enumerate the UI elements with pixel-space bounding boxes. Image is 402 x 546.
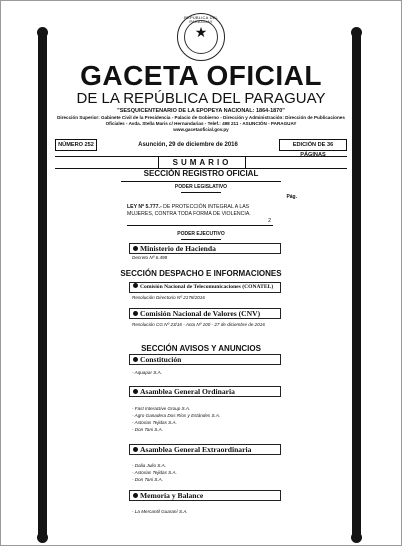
law-entry[interactable] [127, 204, 273, 218]
law-divider [127, 225, 273, 226]
national-seal-icon [177, 13, 225, 61]
list-item: - Aquapar S.A. [132, 370, 162, 375]
entity-label: Memoria y Balance [140, 491, 204, 500]
conatel-resolution: Resolución Directorio Nº 2178/2016 [132, 295, 205, 300]
law-number: LEY Nº 5.777.- [127, 204, 162, 210]
law-description: DE PROTECCIÓN INTEGRAL A LAS MUJERES, CONTRA TODA FORMA DE VIOLENCIA. [127, 204, 251, 217]
entity-memoria-balance[interactable] [129, 490, 281, 501]
entity-label: Comisión Nacional de Valores (CNV) [140, 309, 261, 318]
entity-conatel[interactable] [129, 282, 281, 293]
poder-ejecutivo-heading: PODER EJECUTIVO [177, 231, 225, 237]
summary-label: SUMARIO [158, 156, 246, 169]
section-despacho-title: SECCIÓN DESPACHO E INFORMACIONES [120, 269, 282, 278]
summary-bar [55, 156, 347, 169]
masthead-url: www.gacetaoficial.gov.py [173, 127, 229, 132]
law-page-number: 2 [268, 218, 271, 224]
decree-reference: Decreto Nº 6.498 [132, 255, 168, 260]
left-column-border [38, 31, 47, 539]
entity-ministerio-hacienda[interactable] [129, 243, 281, 254]
entity-label: Asamblea General Ordinaria [140, 387, 235, 396]
list-item: - Dalia Julio S.A. [132, 463, 166, 468]
poder-legislativo-heading: PODER LEGISLATIVO [174, 184, 228, 190]
entity-constitucion[interactable] [129, 354, 281, 365]
masthead-motto: "SESQUICENTENARIO DE LA EPOPEYA NACIONAL: 1864-1870" [117, 108, 285, 114]
section-divider [181, 192, 221, 193]
section-divider [121, 181, 281, 182]
entity-label: Constitución [140, 355, 182, 364]
page-column-label: Pág. [286, 194, 297, 200]
bullet-icon [133, 283, 138, 288]
issue-info-row [55, 139, 347, 158]
entity-asamblea-ordinaria[interactable] [129, 386, 281, 397]
seal-text: REPÚBLICA DEL PARAGUAY [184, 15, 218, 24]
section-divider [181, 239, 221, 240]
entity-label: Asamblea General Extraordinaria [140, 445, 252, 454]
bullet-icon [133, 357, 138, 362]
bullet-icon [133, 493, 138, 498]
bullet-icon [133, 389, 138, 394]
cnv-resolution: Resolución CG Nº 23/16 - Acta Nº 100 - 27 de diciembre de 2016 [132, 322, 265, 327]
bullet-icon [133, 447, 138, 452]
list-item: - Fast Interactive Group S.A. [132, 406, 191, 411]
entity-label: Ministerio de Hacienda [140, 244, 216, 253]
masthead-title: GACETA OFICIAL [80, 60, 322, 91]
list-item: - Astorias Tejidas S.A. [132, 420, 177, 425]
section-registro-title: SECCIÓN REGISTRO OFICIAL [143, 169, 259, 178]
list-item: - Agro Ganadera Dos Ríos y Estándes S.A. [132, 413, 221, 418]
masthead-address: Dirección Superior: Gabinete Civil de la Presidencia - Palacio de Gobierno - Dirección y Administración: Dirección de Publicaciones Oficiales - Avda. Stella Maris c/ Hernandarias - Telef.: 498 211 - ASUNCIÓN - PARAGUAY [57, 115, 345, 126]
edition-pages: EDICIÓN DE 36 PÁGINAS [279, 139, 347, 151]
entity-asamblea-extraordinaria[interactable] [129, 444, 281, 455]
bullet-icon [133, 311, 138, 316]
entity-label: Comisión Nacional de Telecomunicaciones (CONATEL) [140, 284, 274, 290]
list-item: - Don Tani S.A. [132, 427, 163, 432]
right-column-border [352, 31, 361, 539]
section-avisos-title: SECCIÓN AVISOS Y ANUNCIOS [141, 344, 261, 353]
masthead-subtitle: DE LA REPÚBLICA DEL PARAGUAY [76, 90, 326, 107]
issue-number: NÚMERO 252 [55, 139, 97, 151]
star-icon: ★ [194, 26, 208, 41]
list-item: - La Mercantil Guaraní S.A. [132, 509, 188, 514]
list-item: - Don Tani S.A. [132, 477, 163, 482]
entity-cnv[interactable] [129, 308, 281, 319]
bullet-icon [133, 246, 138, 251]
issue-date: Asunción, 29 de diciembre de 2016 [138, 142, 238, 148]
list-item: - Astorias Tejidas S.A. [132, 470, 177, 475]
